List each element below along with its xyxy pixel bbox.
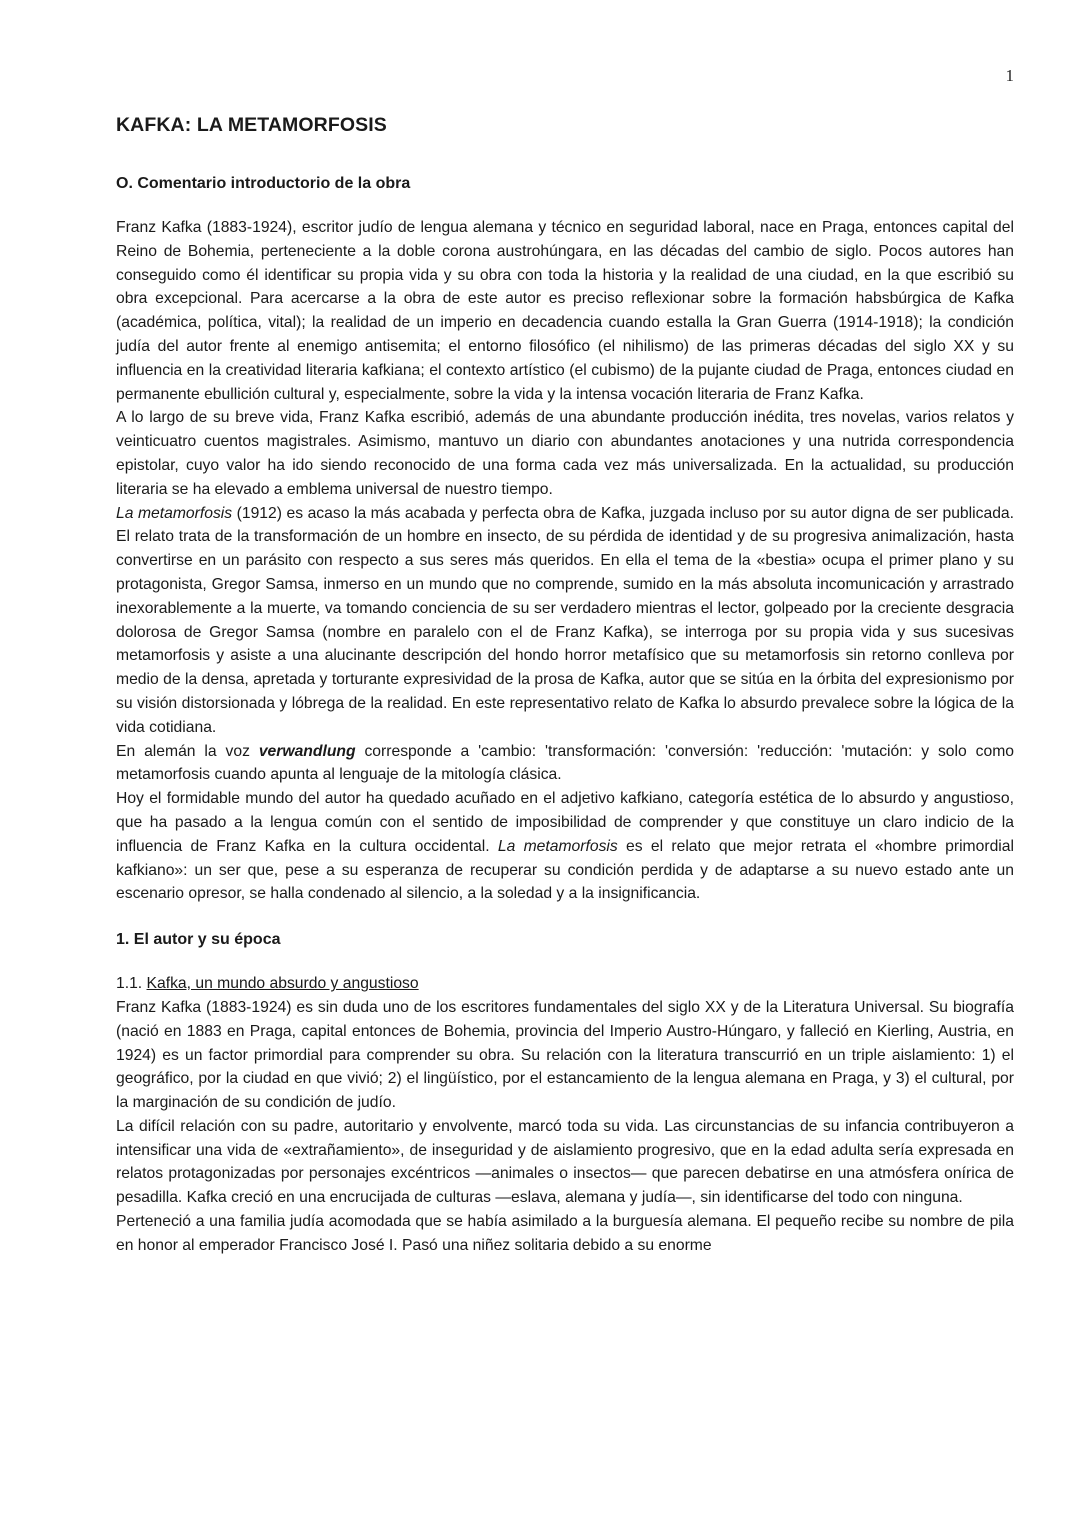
- paragraph-intro-4: [116, 740, 1014, 788]
- document-title: KAFKA: LA METAMORFOSIS: [116, 114, 387, 136]
- paragraph-author-2: La difícil relación con su padre, autoritario y envolvente, marcó toda su vida. Las circunstancias de su infancia contribuyeron a intensificar una vida de «extrañamiento», de inseguridad y de aislamiento progresivo, que en la edad adulta sería expresada en relatos protagonizadas por personajes excéntricos —animales o insectos— que parecen debatirse en una atmósfera onírica de pesadilla. Kafka creció en una encrucijada de culturas —eslava, alemana y judía—, sin identificarse del todo con ninguna.: [116, 1117, 1014, 1207]
- paragraph-text: En alemán la voz: [116, 742, 259, 760]
- paragraph-text: (1912) es acaso la más acabada y perfecta obra de Kafka, juzgada incluso por su autor digna de ser publicada. El relato trata de la transformación de un hombre en insecto, de su pérdida de identidad y de su progresiva animalización, hasta convertirse en un parásito con respecto a sus seres más queridos. En ella el tema de la «bestia» ocupa el primer plano y su protagonista, Gregor Samsa, inmerso en un mundo que no comprende, sumido en la más absoluta incomunicación y arrastrado inexorablemente a la muerte, va tomando conciencia de su ser verdadero mientras el lector, golpeado por la creciente desgracia dolorosa de Gregor Samsa (nombre en paralelo con el de Franz Kafka), se interroga por su propia vida y sus sucesivas metamorfosis y asiste a una alucinante descripción del hondo horror metafísico que su metamorfosis sin retorno conlleva por medio de la densa, apretada y torturante expresividad de la prosa de Kafka, autor que se sitúa en la órbita del expresionismo por su visión distorsionada y lóbrega de la realidad. En este representativo relato de Kafka lo absurdo prevalece sobre la lógica de la vida cotidiana.: [116, 504, 1014, 736]
- paragraph-text: Hoy el formidable mundo del autor ha quedado acuñado en el adjetivo kafkiano, categoría estética de lo absurdo y angustioso, que ha pasado a la lengua común con el sentido de imposibilidad de comprender y que constituye un claro indicio de la influencia de Franz Kafka en la cultura occidental.: [116, 790, 1014, 855]
- paragraph-intro-5: [116, 787, 1014, 906]
- paragraph-intro-3: [116, 502, 1014, 740]
- document-body: [116, 114, 1014, 1258]
- section-heading-intro: O. Comentario introductorio de la obra: [116, 175, 411, 192]
- subsection-heading: [116, 972, 1014, 996]
- paragraph-intro-2: A lo largo de su breve vida, Franz Kafka escribió, además de una abundante producción inédita, tres novelas, varios relatos y veinticuatro cuentos magistrales. Asimismo, mantuvo un diario con abundantes anotaciones y una nutrida correspondencia epistolar, cuyo valor ha ido siendo reconocido de una forma cada vez más universalizada. En la actualidad, su producción literaria se ha elevado a emblema universal de nuestro tiempo.: [116, 409, 1014, 498]
- page-number: 1: [1005, 66, 1014, 85]
- section-heading-author: 1. El autor y su época: [116, 931, 281, 949]
- work-title-italic: La metamorfosis: [497, 837, 618, 855]
- paragraph-intro-1: Franz Kafka (1883-1924), escritor judío de lengua alemana y técnico en seguridad laboral, nace en Praga, entonces capital del Reino de Bohemia, perteneciente a la doble corona austrohúngara, en las décadas del cambio de siglo. Pocos autores han conseguido como él identificar su propia vida y su obra con toda la historia y la realidad de una ciudad, en la que escribió su obra excepcional. Para acercarse a la obra de este autor es preciso reflexionar sobre la formación habsbúrgica de Kafka (académica, política, vital); la realidad de un imperio en decadencia cuando estalla la Gran Guerra (1914-1918); la condición judía del autor frente al enemigo antisemita; el entorno filosófico (el nihilismo) de las primeras décadas del siglo XX y su influencia en la creatividad literaria kafkiana; el contexto artístico (el cubismo) de la pujante ciudad de Praga, entonces ciudad en permanente ebullición cultural y, especialmente, sobre la vida y la intensa vocación literaria de Franz Kafka.: [116, 219, 1014, 403]
- subsection-title: Kafka, un mundo absurdo y angustioso: [146, 975, 419, 993]
- subsection-number: 1.1.: [116, 975, 147, 993]
- paragraph-author-3: Perteneció a una familia judía acomodada que se había asimilado a la burguesía alemana. El pequeño recibe su nombre de pila en honor al emperador Francisco José I. Pasó una niñez solitaria debido a su enorme: [116, 1213, 1014, 1254]
- paragraph-text: corresponde a 'cambio: 'transformación: 'conversión: 'reducción: 'mutación: y solo como metamorfosis cuando apunta al lenguaje de la mitología clásica.: [116, 742, 1014, 784]
- work-title-italic: La metamorfosis: [116, 504, 233, 522]
- paragraph-text: es el relato que mejor retrata el «hombre primordial kafkiano»: un ser que, pese a su esperanza de recuperar su condición perdida y de adaptarse a su nuevo estado ante un escenario opresor, se halla condenado al silencio, a la soledad y a la insignificancia.: [116, 837, 1014, 903]
- paragraph-author-1: Franz Kafka (1883-1924) es sin duda uno de los escritores fundamentales del siglo XX y de la Literatura Universal. Su biografía (nació en 1883 en Praga, capital entonces de Bohemia, provincia del Imperio Austro-Húngaro, y falleció en Kierling, Austria, en 1924) es un factor primordial para comprender su obra. Su relación con la literatura transcurrió en un triple aislamiento: 1) el geográfico, por la ciudad en que vivió; 2) el lingüístico, por el estancamiento de la lengua alemana en Praga, y 3) el cultural, por la marginación de su condición de judío.: [116, 998, 1014, 1112]
- german-term: verwandlung: [258, 742, 356, 760]
